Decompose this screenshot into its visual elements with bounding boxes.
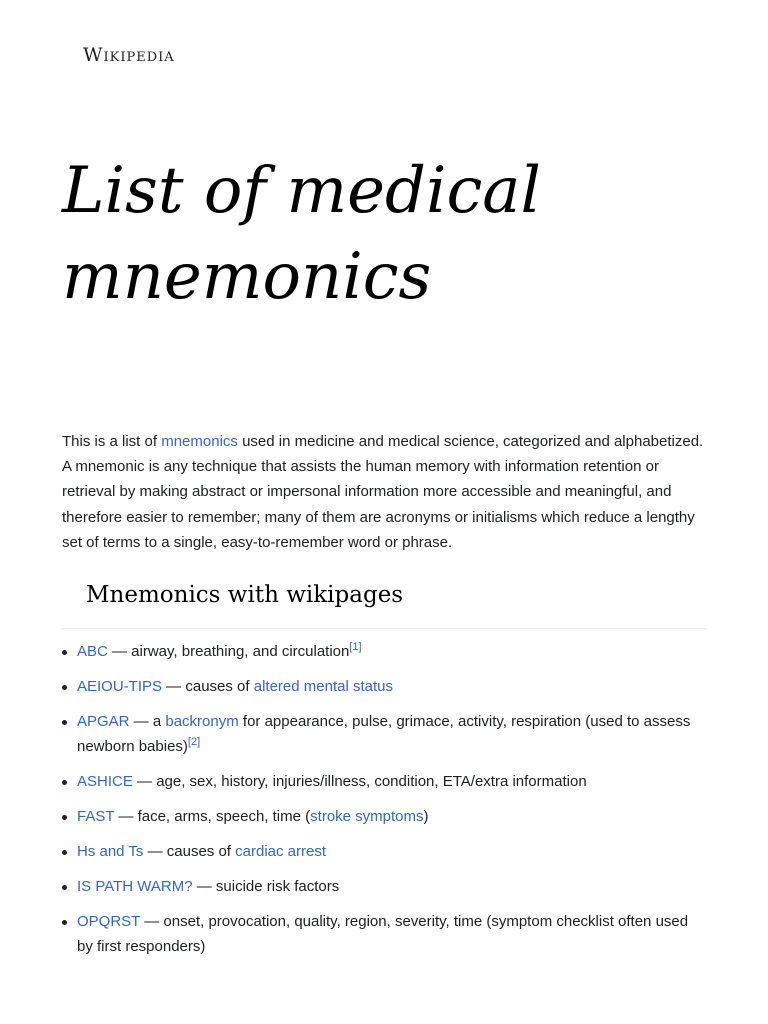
list-item-fast	[77, 804, 707, 829]
mnemonic-list	[77, 639, 707, 969]
reference-2-link[interactable]: [2]	[187, 736, 201, 748]
intro-paragraph	[62, 429, 707, 555]
list-item-apgar	[77, 709, 707, 759]
list-item-ashice	[77, 769, 707, 794]
opqrst-link[interactable]: OPQRST	[77, 913, 141, 930]
section-heading	[62, 580, 706, 629]
abc-link[interactable]: ABC	[77, 643, 108, 660]
aeiou-tips-description: — causes of	[162, 678, 254, 695]
list-item-abc	[77, 639, 707, 664]
wikipedia-logo[interactable]: Wikipedia	[83, 44, 175, 66]
ashice-description: — age, sex, history, injuries/illness, condition, ETA/extra information	[132, 773, 587, 790]
hs-and-ts-description: — causes of	[143, 843, 236, 860]
apgar-link[interactable]: APGAR	[77, 713, 130, 730]
fast-description-end: )	[423, 808, 429, 825]
opqrst-description: — onset, provocation, quality, region, severity, time (symptom checklist often used by first responders)	[77, 913, 689, 955]
fast-link[interactable]: FAST	[77, 808, 115, 825]
hs-and-ts-link[interactable]: Hs and Ts	[77, 843, 144, 860]
is-path-warm-link[interactable]: IS PATH WARM?	[77, 878, 193, 895]
intro-text-rest: used in medicine and medical science, categorized and alphabetized. A mnemonic is any technique that assists the human memory with information retention or retrieval by making abstract or impersonal information more accessible and meaningful, and therefore easier to remember; many of them are acronyms or initialisms which reduce a lengthy set of terms to a single, easy-to-remember word or phrase.	[62, 433, 704, 551]
list-item-is-path-warm	[77, 874, 707, 899]
backronym-link[interactable]: backronym	[165, 713, 239, 730]
altered-mental-status-link[interactable]: altered mental status	[253, 678, 393, 695]
page-title: List of medical mnemonics	[62, 154, 541, 314]
list-item-aeiou-tips	[77, 674, 707, 699]
intro-text-start: This is a list of	[62, 433, 162, 450]
abc-description: — airway, breathing, and circulation	[107, 643, 350, 660]
ashice-link[interactable]: ASHICE	[77, 773, 133, 790]
aeiou-tips-link[interactable]: AEIOU-TIPS	[77, 678, 163, 695]
cardiac-arrest-link[interactable]: cardiac arrest	[235, 843, 327, 860]
is-path-warm-description: — suicide risk factors	[192, 878, 340, 895]
list-item-hs-and-ts	[77, 839, 707, 864]
section-heading-text: Mnemonics with wikipages	[86, 582, 404, 608]
fast-description-start: — face, arms, speech, time (	[114, 808, 311, 825]
reference-1-link[interactable]: [1]	[349, 641, 362, 653]
apgar-description-rest: for appearance, pulse, grimace, activity, respiration (used to assess newborn babies)	[77, 713, 691, 755]
list-item-opqrst	[77, 909, 707, 959]
apgar-description-start: — a	[129, 713, 166, 730]
mnemonics-link[interactable]: mnemonics	[161, 433, 238, 450]
stroke-symptoms-link[interactable]: stroke symptoms	[310, 808, 424, 825]
